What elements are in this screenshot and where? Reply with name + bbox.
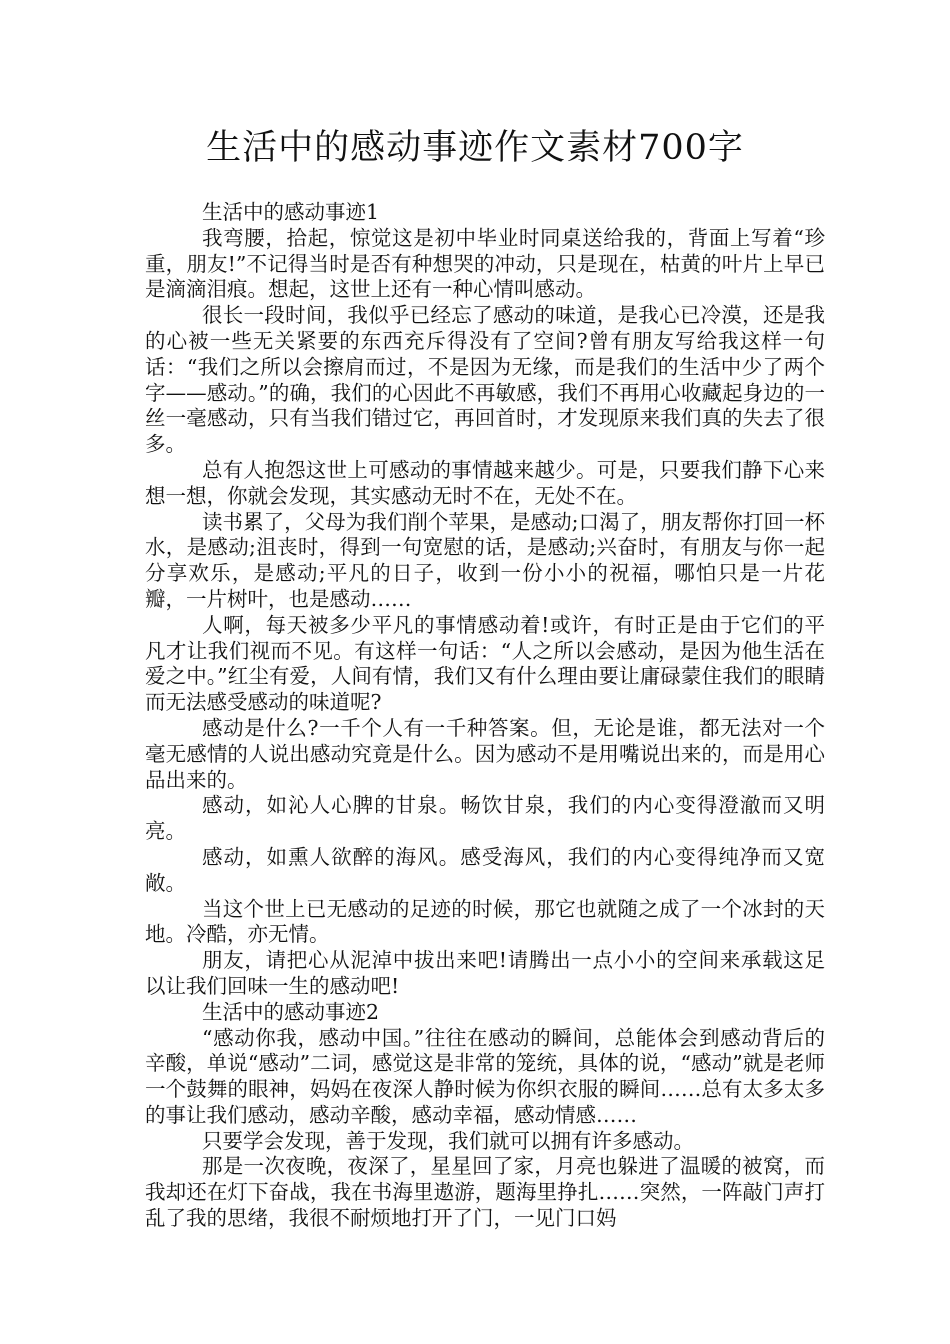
paragraph: 感动是什么?一千个人有一千种答案。但，无论是谁，都无法对一个毫无感情的人说出感动究竟是什么。因为感动不是用嘴说出来的，而是用心品出来的。 — [145, 715, 825, 792]
paragraph: 朋友，请把心从泥淖中拔出来吧!请腾出一点小小的空间来承载这足以让我们回味一生的感动吧! — [145, 948, 825, 998]
paragraph: 只要学会发现，善于发现，我们就可以拥有许多感动。 — [202, 1128, 694, 1153]
document-body — [145, 200, 825, 1232]
paragraph: 那是一次夜晚，夜深了，星星回了家，月亮也躲进了温暖的被窝，而我却还在灯下奋战，我在书海里遨游，题海里挣扎……突然，一阵敲门声打乱了我的思绪，我很不耐烦地打开了门，一见门口妈 — [145, 1154, 825, 1231]
paragraph: 当这个世上已无感动的足迹的时候，那它也就随之成了一个冰封的天地。冷酷，亦无情。 — [145, 896, 825, 947]
paragraph: 总有人抱怨这世上可感动的事情越来越少。可是，只要我们静下心来想一想，你就会发现，其实感动无时不在，无处不在。 — [145, 457, 825, 508]
paragraph: 我弯腰，拾起，惊觉这是初中毕业时同桌送给我的，背面上写着“珍重，朋友!”不记得当时是否有种想哭的冲动，只是现在，枯黄的叶片上早已是滴滴泪痕。想起，这世上还有一种心情叫感动。 — [145, 225, 825, 302]
paragraph: 人啊，每天被多少平凡的事情感动着!或许，有时正是由于它们的平凡才让我们视而不见。有这样一句话：“人之所以会感动，是因为他生活在爱之中。”红尘有爱，人间有情，我们又有什么理由要让庸碌蒙住我们的眼睛而无法感受感动的味道呢? — [145, 612, 825, 715]
section-heading: 生活中的感动事迹1 — [202, 200, 380, 224]
paragraph: 很长一段时间，我似乎已经忘了感动的味道，是我心已冷漠，还是我的心被一些无关紧要的东西充斥得没有了空间?曾有朋友写给我这样一句话：“我们之所以会擦肩而过，不是因为无缘，而是我们的生活中少了两个字——感动。”的确，我们的心因此不再敏感，我们不再用心收藏起身边的一丝一毫感动，只有当我们错过它，再回首时，才发现原来我们真的失去了很多。 — [145, 303, 825, 457]
paragraph: 感动，如沁人心脾的甘泉。畅饮甘泉，我们的内心变得澄澈而又明亮。 — [145, 793, 825, 844]
document-title: 生活中的感动事迹作文素材700字 — [206, 128, 744, 168]
paragraph: 感动，如熏人欲醉的海风。感受海风，我们的内心变得纯净而又宽敞。 — [145, 844, 825, 895]
paragraph: “感动你我，感动中国。”往往在感动的瞬间，总能体会到感动背后的辛酸，单说“感动”二词，感觉这是非常的笼统，具体的说，“感动”就是老师一个鼓舞的眼神，妈妈在夜深人静时候为你织衣服的瞬间……总有太多太多的事让我们感动，感动辛酸，感动幸福，感动情感…… — [145, 1025, 825, 1127]
paragraph: 读书累了，父母为我们削个苹果，是感动;口渴了，朋友帮你打回一杯水，是感动;沮丧时，得到一句宽慰的话，是感动;兴奋时，有朋友与你一起分享欢乐，是感动;平凡的日子，收到一份小小的祝福，哪怕只是一片花瓣，一片树叶，也是感动…… — [145, 509, 825, 611]
section-heading: 生活中的感动事迹2 — [202, 999, 380, 1024]
